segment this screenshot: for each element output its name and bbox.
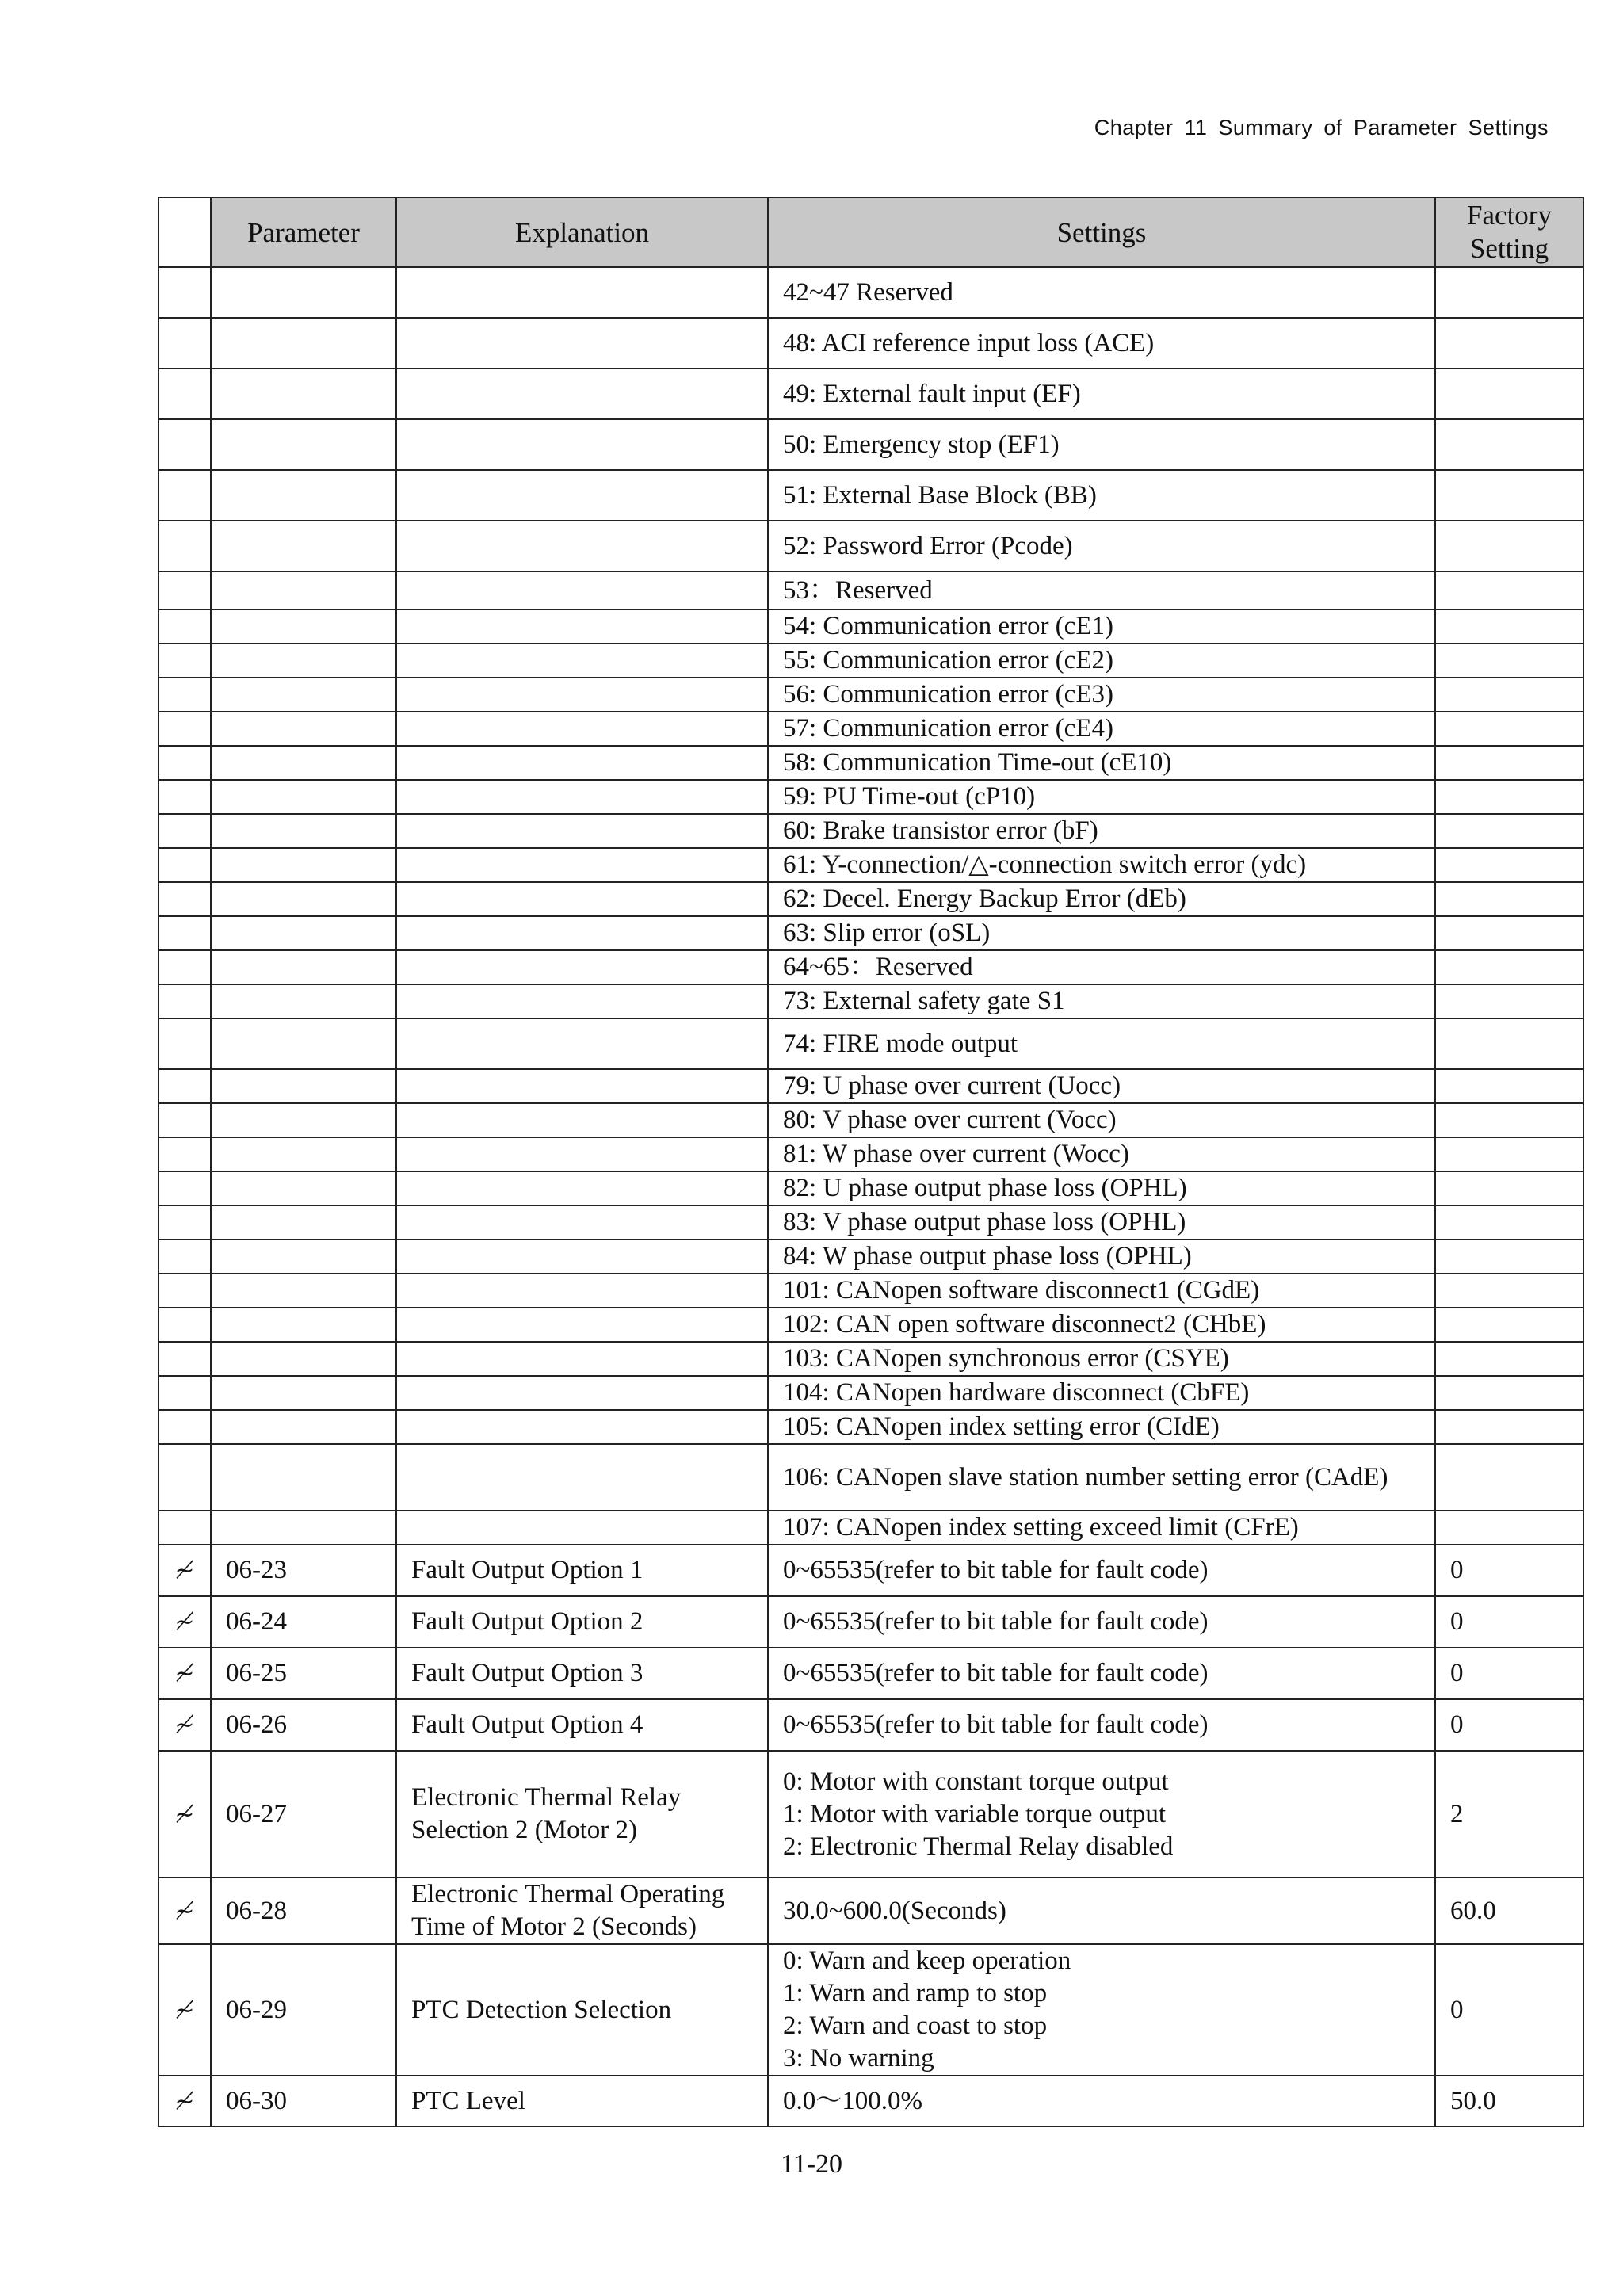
mark-cell bbox=[158, 571, 211, 609]
parameter-cell bbox=[211, 1205, 396, 1240]
parameter-explanation: PTC Detection Selection bbox=[396, 1944, 768, 2076]
writable-mark-icon: ≁ bbox=[158, 1596, 211, 1648]
table-row bbox=[158, 571, 1583, 609]
parameter-cell bbox=[211, 1308, 396, 1342]
settings-cell: 48: ACI reference input loss (ACE) bbox=[768, 318, 1435, 369]
explanation-cell bbox=[396, 916, 768, 950]
mark-cell bbox=[158, 644, 211, 678]
parameter-cell bbox=[211, 1274, 396, 1308]
parameter-explanation: PTC Level bbox=[396, 2076, 768, 2126]
mark-cell bbox=[158, 950, 211, 984]
explanation-cell bbox=[396, 1342, 768, 1376]
parameter-settings: 0.0～100.0% bbox=[768, 2076, 1435, 2126]
factory-setting-cell bbox=[1435, 1240, 1583, 1274]
settings-cell: 101: CANopen software disconnect1 (CGdE) bbox=[768, 1274, 1435, 1308]
parameter-cell bbox=[211, 521, 396, 571]
table-row bbox=[158, 470, 1583, 521]
table-row bbox=[158, 1410, 1583, 1444]
mark-cell bbox=[158, 267, 211, 318]
settings-cell: 105: CANopen index setting error (CIdE) bbox=[768, 1410, 1435, 1444]
mark-cell bbox=[158, 1342, 211, 1376]
parameter-code: 06-26 bbox=[211, 1699, 396, 1751]
mark-cell bbox=[158, 1308, 211, 1342]
settings-cell: 60: Brake transistor error (bF) bbox=[768, 814, 1435, 848]
mark-cell bbox=[158, 1069, 211, 1103]
parameter-settings: 0~65535(refer to bit table for fault code) bbox=[768, 1596, 1435, 1648]
settings-cell: 53：Reserved bbox=[768, 571, 1435, 609]
parameter-cell bbox=[211, 848, 396, 882]
factory-setting-cell bbox=[1435, 984, 1583, 1018]
explanation-cell bbox=[396, 678, 768, 712]
header-factory-setting: Factory Setting bbox=[1435, 197, 1583, 267]
mark-cell bbox=[158, 882, 211, 916]
factory-setting-cell bbox=[1435, 419, 1583, 470]
explanation-cell bbox=[396, 950, 768, 984]
settings-cell: 104: CANopen hardware disconnect (CbFE) bbox=[768, 1376, 1435, 1410]
explanation-cell bbox=[396, 1018, 768, 1069]
parameter-cell bbox=[211, 267, 396, 318]
mark-cell bbox=[158, 1410, 211, 1444]
mark-cell bbox=[158, 318, 211, 369]
settings-cell: 106: CANopen slave station number setting error (CAdE) bbox=[768, 1444, 1435, 1511]
factory-setting-value: 2 bbox=[1435, 1751, 1583, 1878]
explanation-cell bbox=[396, 780, 768, 814]
factory-setting-cell bbox=[1435, 644, 1583, 678]
mark-cell bbox=[158, 712, 211, 746]
settings-cell: 107: CANopen index setting exceed limit (CFrE) bbox=[768, 1511, 1435, 1545]
writable-mark-icon: ≁ bbox=[158, 2076, 211, 2126]
settings-cell: 56: Communication error (cE3) bbox=[768, 678, 1435, 712]
factory-setting-cell bbox=[1435, 1205, 1583, 1240]
explanation-cell bbox=[396, 712, 768, 746]
table-row bbox=[158, 1648, 1583, 1699]
parameter-cell bbox=[211, 1342, 396, 1376]
table-row bbox=[158, 1274, 1583, 1308]
table-row bbox=[158, 916, 1583, 950]
factory-setting-cell bbox=[1435, 950, 1583, 984]
mark-cell bbox=[158, 916, 211, 950]
explanation-cell bbox=[396, 1376, 768, 1410]
parameter-cell bbox=[211, 712, 396, 746]
settings-cell: 54: Communication error (cE1) bbox=[768, 609, 1435, 644]
factory-setting-cell bbox=[1435, 746, 1583, 780]
parameter-explanation: Fault Output Option 4 bbox=[396, 1699, 768, 1751]
parameter-settings: 30.0~600.0(Seconds) bbox=[768, 1878, 1435, 1944]
factory-setting-cell bbox=[1435, 814, 1583, 848]
chapter-header: Chapter 11 Summary of Parameter Settings bbox=[1094, 116, 1549, 139]
factory-setting-value: 0 bbox=[1435, 1699, 1583, 1751]
factory-setting-cell bbox=[1435, 1444, 1583, 1511]
table-row bbox=[158, 984, 1583, 1018]
writable-mark-icon: ≁ bbox=[158, 1751, 211, 1878]
parameter-cell bbox=[211, 780, 396, 814]
settings-cell: 80: V phase over current (Vocc) bbox=[768, 1103, 1435, 1137]
parameter-cell bbox=[211, 950, 396, 984]
parameter-code: 06-28 bbox=[211, 1878, 396, 1944]
mark-cell bbox=[158, 984, 211, 1018]
parameter-cell bbox=[211, 916, 396, 950]
explanation-cell bbox=[396, 644, 768, 678]
table-row bbox=[158, 712, 1583, 746]
settings-cell: 58: Communication Time-out (cE10) bbox=[768, 746, 1435, 780]
parameter-cell bbox=[211, 1444, 396, 1511]
settings-cell: 73: External safety gate S1 bbox=[768, 984, 1435, 1018]
table-row bbox=[158, 644, 1583, 678]
factory-setting-value: 0 bbox=[1435, 1944, 1583, 2076]
settings-cell: 57: Communication error (cE4) bbox=[768, 712, 1435, 746]
table-row bbox=[158, 814, 1583, 848]
settings-cell: 50: Emergency stop (EF1) bbox=[768, 419, 1435, 470]
settings-cell: 49: External fault input (EF) bbox=[768, 369, 1435, 419]
factory-setting-cell bbox=[1435, 1274, 1583, 1308]
factory-setting-cell bbox=[1435, 1308, 1583, 1342]
settings-cell: 51: External Base Block (BB) bbox=[768, 470, 1435, 521]
table-row bbox=[158, 1069, 1583, 1103]
parameter-explanation: Electronic Thermal Operating Time of Motor 2 (Seconds) bbox=[396, 1878, 768, 1944]
parameter-code: 06-29 bbox=[211, 1944, 396, 2076]
table-row bbox=[158, 267, 1583, 318]
table-header-row bbox=[158, 197, 1583, 267]
explanation-cell bbox=[396, 1240, 768, 1274]
table-row bbox=[158, 1944, 1583, 2076]
settings-cell: 64~65：Reserved bbox=[768, 950, 1435, 984]
factory-setting-cell bbox=[1435, 470, 1583, 521]
table-row bbox=[158, 369, 1583, 419]
parameter-cell bbox=[211, 1240, 396, 1274]
mark-cell bbox=[158, 470, 211, 521]
parameter-code: 06-30 bbox=[211, 2076, 396, 2126]
settings-cell: 55: Communication error (cE2) bbox=[768, 644, 1435, 678]
parameter-cell bbox=[211, 882, 396, 916]
parameter-cell bbox=[211, 1511, 396, 1545]
factory-setting-cell bbox=[1435, 1018, 1583, 1069]
parameter-code: 06-24 bbox=[211, 1596, 396, 1648]
explanation-cell bbox=[396, 1137, 768, 1171]
parameter-settings: 0: Motor with constant torque output 1: Motor with variable torque output 2: Electronic Thermal Relay disabled bbox=[768, 1751, 1435, 1878]
parameter-explanation: Fault Output Option 1 bbox=[396, 1545, 768, 1596]
mark-cell bbox=[158, 369, 211, 419]
header-explanation: Explanation bbox=[396, 197, 768, 267]
settings-cell: 52: Password Error (Pcode) bbox=[768, 521, 1435, 571]
parameter-code: 06-25 bbox=[211, 1648, 396, 1699]
explanation-cell bbox=[396, 746, 768, 780]
table-body bbox=[158, 267, 1583, 2126]
table-row bbox=[158, 1376, 1583, 1410]
explanation-cell bbox=[396, 419, 768, 470]
table-row bbox=[158, 1596, 1583, 1648]
explanation-cell bbox=[396, 1171, 768, 1205]
mark-cell bbox=[158, 1376, 211, 1410]
writable-mark-icon: ≁ bbox=[158, 1648, 211, 1699]
parameter-explanation: Fault Output Option 2 bbox=[396, 1596, 768, 1648]
page-number: 11-20 bbox=[780, 2149, 843, 2179]
mark-cell bbox=[158, 1103, 211, 1137]
table-row bbox=[158, 780, 1583, 814]
parameter-code: 06-27 bbox=[211, 1751, 396, 1878]
explanation-cell bbox=[396, 369, 768, 419]
table-row bbox=[158, 1699, 1583, 1751]
mark-cell bbox=[158, 1205, 211, 1240]
settings-cell: 103: CANopen synchronous error (CSYE) bbox=[768, 1342, 1435, 1376]
mark-cell bbox=[158, 1444, 211, 1511]
explanation-cell bbox=[396, 1274, 768, 1308]
parameter-cell bbox=[211, 814, 396, 848]
factory-setting-cell bbox=[1435, 1342, 1583, 1376]
parameter-explanation: Electronic Thermal Relay Selection 2 (Motor 2) bbox=[396, 1751, 768, 1878]
explanation-cell bbox=[396, 1444, 768, 1511]
table-row bbox=[158, 1545, 1583, 1596]
explanation-cell bbox=[396, 571, 768, 609]
settings-cell: 79: U phase over current (Uocc) bbox=[768, 1069, 1435, 1103]
factory-setting-cell bbox=[1435, 780, 1583, 814]
mark-cell bbox=[158, 678, 211, 712]
writable-mark-icon: ≁ bbox=[158, 1545, 211, 1596]
table-row bbox=[158, 521, 1583, 571]
factory-setting-cell bbox=[1435, 712, 1583, 746]
explanation-cell bbox=[396, 470, 768, 521]
settings-cell: 83: V phase output phase loss (OPHL) bbox=[768, 1205, 1435, 1240]
factory-setting-cell bbox=[1435, 609, 1583, 644]
settings-cell: 84: W phase output phase loss (OPHL) bbox=[768, 1240, 1435, 1274]
header-mark-cell bbox=[158, 197, 211, 267]
factory-setting-cell bbox=[1435, 267, 1583, 318]
table-row bbox=[158, 1511, 1583, 1545]
settings-cell: 74: FIRE mode output bbox=[768, 1018, 1435, 1069]
factory-setting-value: 50.0 bbox=[1435, 2076, 1583, 2126]
table-row bbox=[158, 1342, 1583, 1376]
table-row bbox=[158, 1444, 1583, 1511]
factory-setting-cell bbox=[1435, 521, 1583, 571]
factory-setting-cell bbox=[1435, 1511, 1583, 1545]
parameter-settings: 0~65535(refer to bit table for fault code) bbox=[768, 1545, 1435, 1596]
parameter-settings: 0: Warn and keep operation 1: Warn and ramp to stop 2: Warn and coast to stop 3: No warning bbox=[768, 1944, 1435, 2076]
table-row bbox=[158, 419, 1583, 470]
table-row bbox=[158, 678, 1583, 712]
parameter-code: 06-23 bbox=[211, 1545, 396, 1596]
parameter-cell bbox=[211, 1137, 396, 1171]
parameter-cell bbox=[211, 318, 396, 369]
settings-cell: 42~47 Reserved bbox=[768, 267, 1435, 318]
factory-setting-value: 0 bbox=[1435, 1596, 1583, 1648]
mark-cell bbox=[158, 1018, 211, 1069]
explanation-cell bbox=[396, 984, 768, 1018]
parameter-cell bbox=[211, 1018, 396, 1069]
settings-cell: 62: Decel. Energy Backup Error (dEb) bbox=[768, 882, 1435, 916]
mark-cell bbox=[158, 1137, 211, 1171]
parameter-cell bbox=[211, 984, 396, 1018]
mark-cell bbox=[158, 609, 211, 644]
parameter-cell bbox=[211, 609, 396, 644]
table-row bbox=[158, 848, 1583, 882]
explanation-cell bbox=[396, 521, 768, 571]
writable-mark-icon: ≁ bbox=[158, 1944, 211, 2076]
explanation-cell bbox=[396, 814, 768, 848]
explanation-cell bbox=[396, 1410, 768, 1444]
mark-cell bbox=[158, 746, 211, 780]
mark-cell bbox=[158, 419, 211, 470]
explanation-cell bbox=[396, 1511, 768, 1545]
factory-setting-cell bbox=[1435, 1069, 1583, 1103]
factory-setting-cell bbox=[1435, 369, 1583, 419]
explanation-cell bbox=[396, 1205, 768, 1240]
parameter-cell bbox=[211, 1376, 396, 1410]
table-row bbox=[158, 609, 1583, 644]
header-parameter: Parameter bbox=[211, 197, 396, 267]
explanation-cell bbox=[396, 1103, 768, 1137]
explanation-cell bbox=[396, 882, 768, 916]
parameter-cell bbox=[211, 678, 396, 712]
factory-setting-cell bbox=[1435, 1410, 1583, 1444]
explanation-cell bbox=[396, 318, 768, 369]
settings-cell: 82: U phase output phase loss (OPHL) bbox=[768, 1171, 1435, 1205]
parameter-table bbox=[158, 197, 1584, 2127]
parameter-cell bbox=[211, 1069, 396, 1103]
writable-mark-icon: ≁ bbox=[158, 1878, 211, 1944]
parameter-settings: 0~65535(refer to bit table for fault code) bbox=[768, 1699, 1435, 1751]
explanation-cell bbox=[396, 1069, 768, 1103]
parameter-cell bbox=[211, 419, 396, 470]
table-row bbox=[158, 1171, 1583, 1205]
writable-mark-icon: ≁ bbox=[158, 1699, 211, 1751]
settings-cell: 63: Slip error (oSL) bbox=[768, 916, 1435, 950]
parameter-cell bbox=[211, 644, 396, 678]
factory-setting-value: 0 bbox=[1435, 1545, 1583, 1596]
factory-setting-cell bbox=[1435, 1103, 1583, 1137]
table-row bbox=[158, 1240, 1583, 1274]
factory-setting-cell bbox=[1435, 678, 1583, 712]
factory-setting-cell bbox=[1435, 848, 1583, 882]
table-row bbox=[158, 882, 1583, 916]
factory-setting-cell bbox=[1435, 1137, 1583, 1171]
explanation-cell bbox=[396, 848, 768, 882]
header-settings: Settings bbox=[768, 197, 1435, 267]
factory-setting-cell bbox=[1435, 882, 1583, 916]
table-row bbox=[158, 318, 1583, 369]
mark-cell bbox=[158, 780, 211, 814]
settings-cell: 59: PU Time-out (cP10) bbox=[768, 780, 1435, 814]
factory-setting-cell bbox=[1435, 1171, 1583, 1205]
parameter-cell bbox=[211, 369, 396, 419]
settings-cell: 81: W phase over current (Wocc) bbox=[768, 1137, 1435, 1171]
table-row bbox=[158, 950, 1583, 984]
mark-cell bbox=[158, 521, 211, 571]
mark-cell bbox=[158, 1240, 211, 1274]
explanation-cell bbox=[396, 1308, 768, 1342]
table-row bbox=[158, 1878, 1583, 1944]
mark-cell bbox=[158, 1171, 211, 1205]
table-row bbox=[158, 1751, 1583, 1878]
table-row bbox=[158, 1103, 1583, 1137]
parameter-cell bbox=[211, 1171, 396, 1205]
factory-setting-cell bbox=[1435, 1376, 1583, 1410]
table-row bbox=[158, 1137, 1583, 1171]
explanation-cell bbox=[396, 267, 768, 318]
table-row bbox=[158, 2076, 1583, 2126]
mark-cell bbox=[158, 814, 211, 848]
factory-setting-cell bbox=[1435, 571, 1583, 609]
settings-cell: 61: Y-connection/△-connection switch error (ydc) bbox=[768, 848, 1435, 882]
factory-setting-cell bbox=[1435, 318, 1583, 369]
table-row bbox=[158, 746, 1583, 780]
factory-setting-value: 0 bbox=[1435, 1648, 1583, 1699]
explanation-cell bbox=[396, 609, 768, 644]
table-row bbox=[158, 1308, 1583, 1342]
mark-cell bbox=[158, 1511, 211, 1545]
parameter-cell bbox=[211, 1410, 396, 1444]
mark-cell bbox=[158, 1274, 211, 1308]
parameter-cell bbox=[211, 1103, 396, 1137]
parameter-cell bbox=[211, 470, 396, 521]
table-row bbox=[158, 1018, 1583, 1069]
settings-cell: 102: CAN open software disconnect2 (CHbE) bbox=[768, 1308, 1435, 1342]
mark-cell bbox=[158, 848, 211, 882]
factory-setting-cell bbox=[1435, 916, 1583, 950]
table-row bbox=[158, 1205, 1583, 1240]
parameter-settings: 0~65535(refer to bit table for fault code) bbox=[768, 1648, 1435, 1699]
factory-setting-value: 60.0 bbox=[1435, 1878, 1583, 1944]
parameter-explanation: Fault Output Option 3 bbox=[396, 1648, 768, 1699]
parameter-cell bbox=[211, 746, 396, 780]
parameter-cell bbox=[211, 571, 396, 609]
